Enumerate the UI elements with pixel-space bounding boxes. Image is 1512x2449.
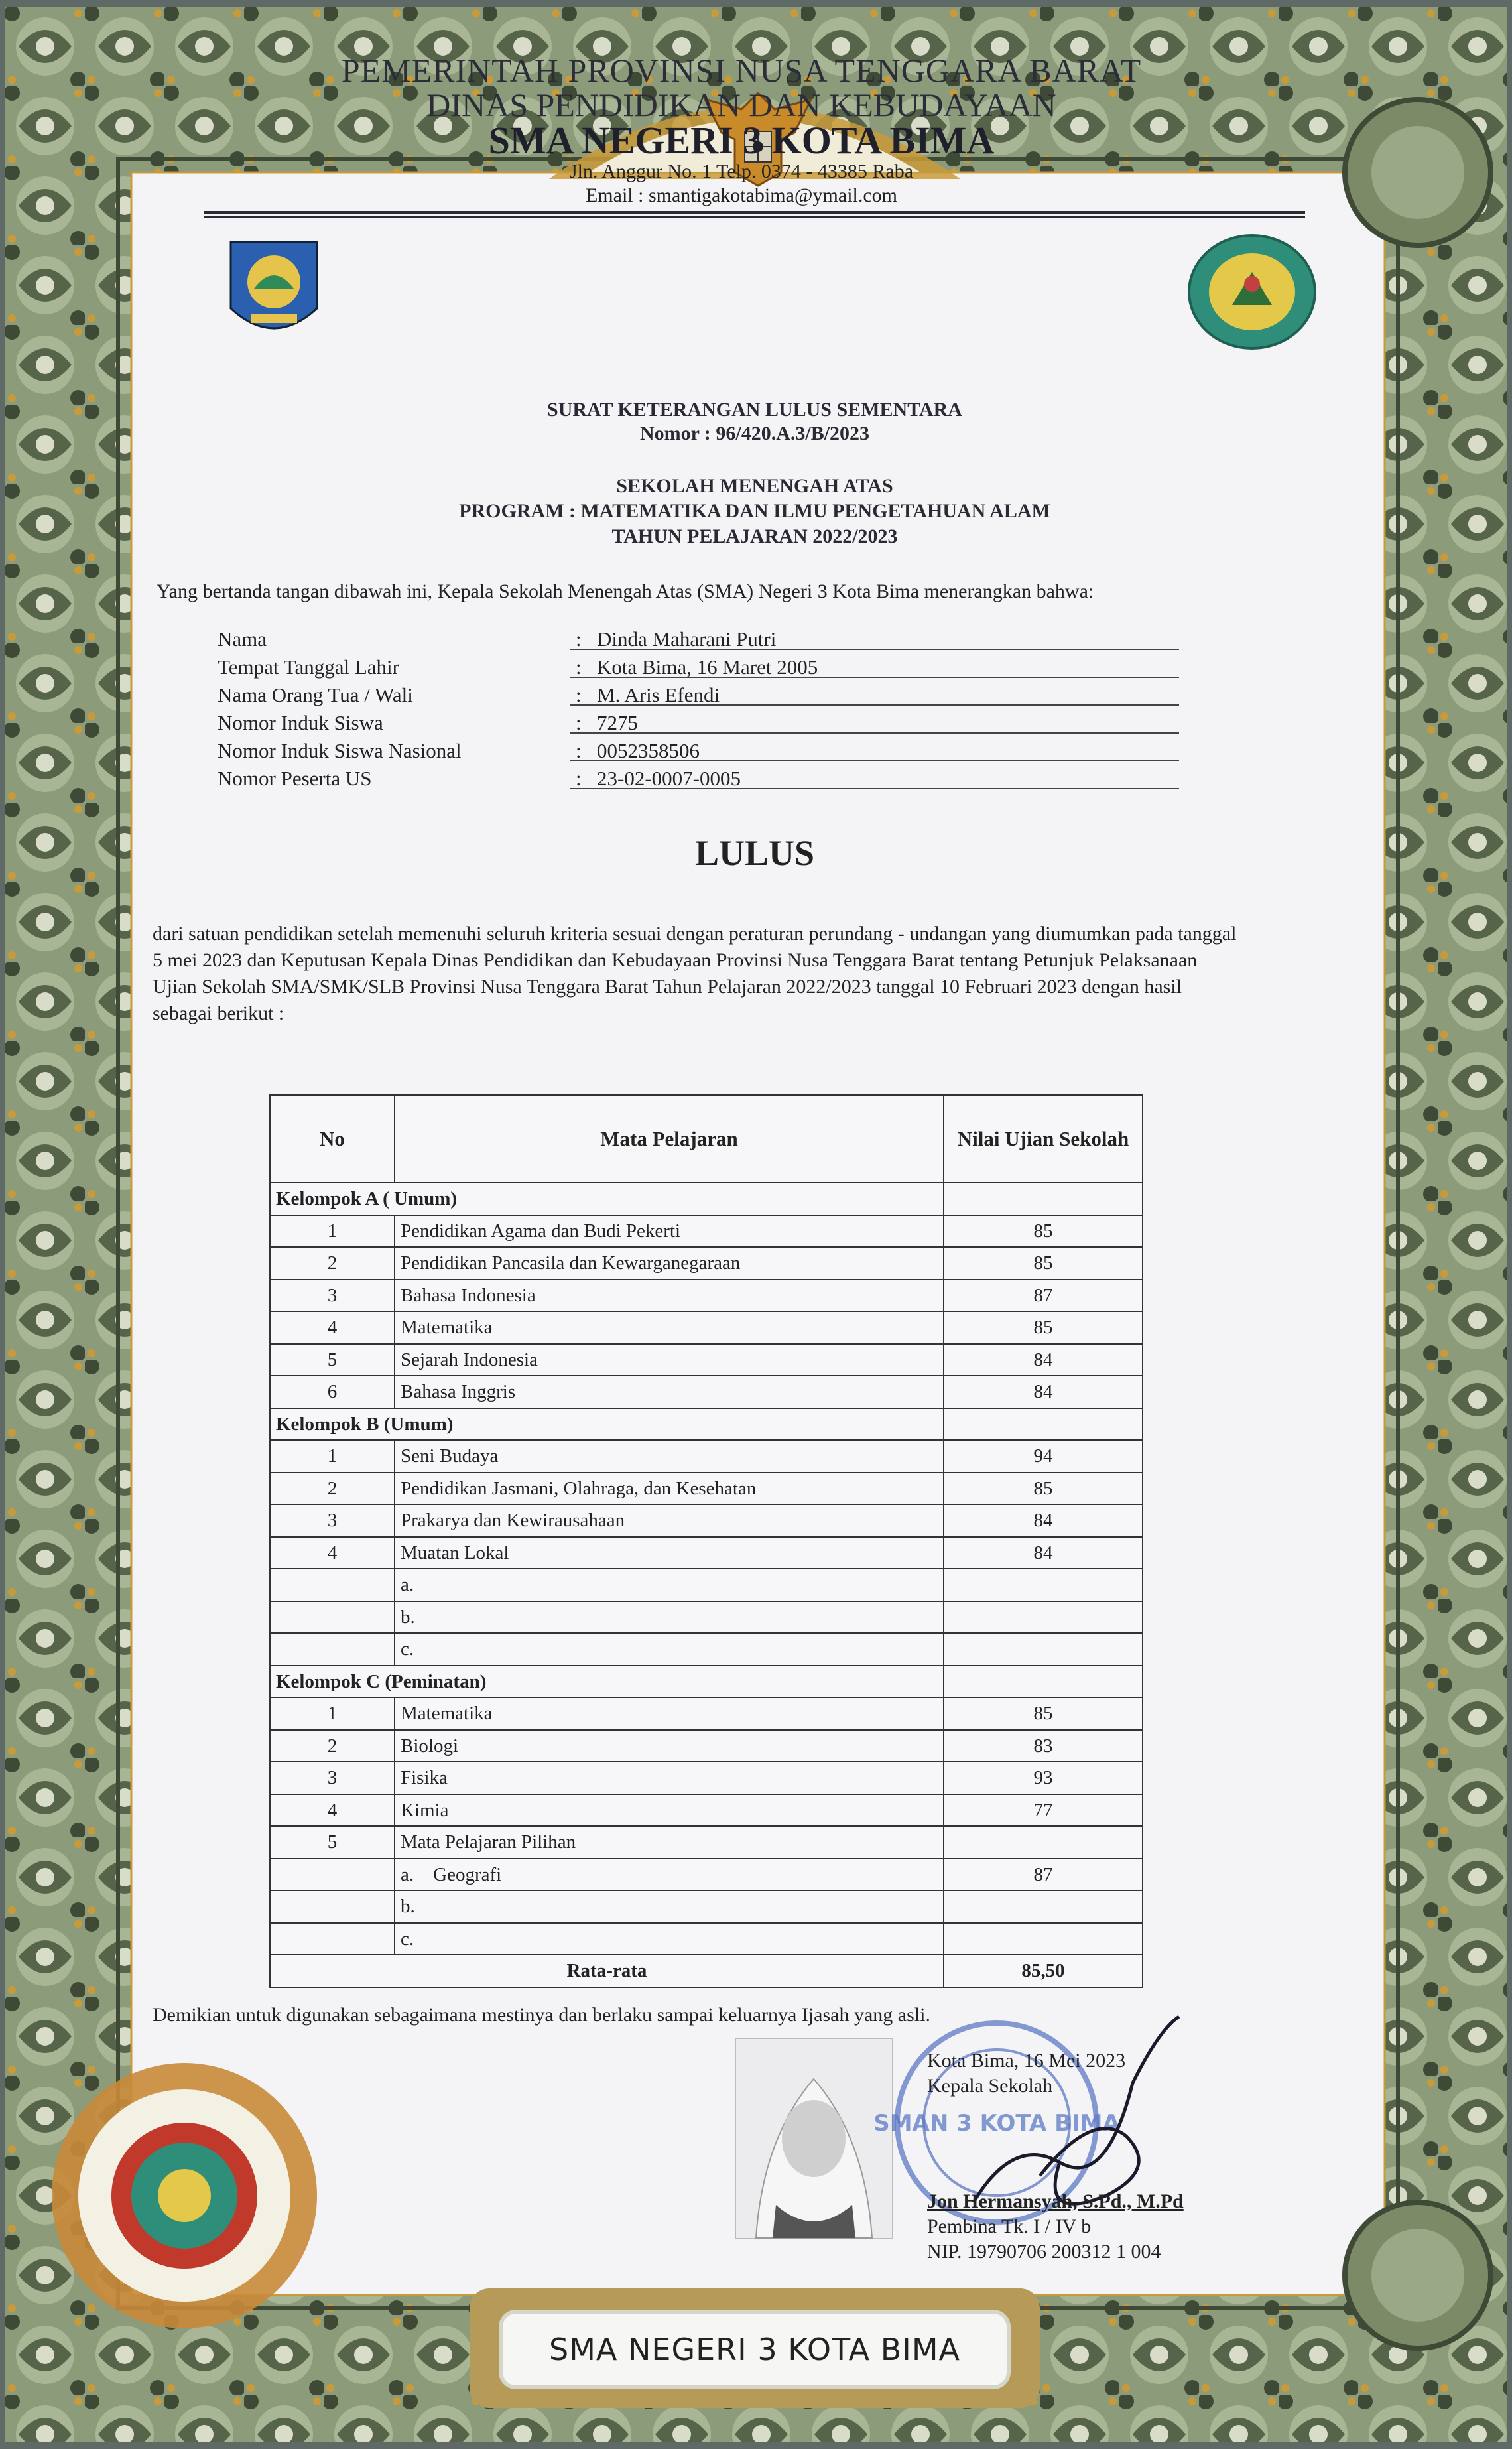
academic-year: TAHUN PELAJARAN 2022/2023 [611,525,898,547]
identity-value: 0052358506 [597,739,700,762]
certificate-sheet [5,7,1507,2442]
graduation-result: LULUS [694,833,815,873]
identity-label: Nama [218,628,267,651]
table-row: 2 Pendidikan Pancasila dan Kewarganegaraan 85 [270,1247,1143,1280]
identity-row: Nama Orang Tua / Wali : M. Aris Efendi [218,679,1179,707]
identity-value: 7275 [597,711,638,734]
table-row: 2 Biologi 83 [270,1730,1143,1762]
school-emblem-icon [1186,232,1318,352]
department-seal-icon [45,2056,324,2335]
table-row: 6 Bahasa Inggris 84 [270,1376,1143,1408]
grades-table [269,1094,1143,1988]
header-department: DINAS PENDIDIKAN DAN KEBUDAYAAN [426,86,1056,123]
average-row [270,1955,1143,1987]
table-row: b. [270,1890,1143,1923]
header-email: Email : smantigakotabima@ymail.com [585,184,898,206]
statement-text: dari satuan pendidikan setelah memenuhi seluruh kriteria sesuai dengan peraturan perundang - undangan yang diumumkan pada tanggal 5 mei 2023 dan Keputusan Kepala Dinas Pendidikan dan Kebudayaan Provinsi Nusa Tenggara Barat tentang Petunjuk Pelaksanaan Ujian Sekolah SMA/SMK/SLB Provinsi Nusa Tenggara Barat Tahun Pelajaran 2022/2023 tanggal 10 Februari 2023 dengan hasil sebagai berikut : [153,923,1237,1024]
identity-row: Nama : Dinda Maharani Putri [218,624,1179,651]
table-row: c. [270,1633,1143,1666]
col-header-no: No [270,1095,395,1183]
intro-text: Yang bertanda tangan dibawah ini, Kepala Sekolah Menengah Atas (SMA) Negeri 3 Kota Bima menerangkan bahwa: [157,580,1094,602]
sign-place-date: Kota Bima, 16 Mei 2023 [927,2050,1126,2072]
group-row: Kelompok C (Peminatan) [270,1666,1143,1698]
sign-nip: NIP. 19790706 200312 1 004 [927,2241,1161,2263]
table-row: a. [270,1569,1143,1601]
school-level: SEKOLAH MENENGAH ATAS [616,475,893,497]
group-row: Kelompok A ( Umum) [270,1183,1143,1215]
table-row: 1 Seni Budaya 94 [270,1440,1143,1473]
identity-value: M. Aris Efendi [597,683,720,706]
table-row: 3 Bahasa Indonesia 87 [270,1280,1143,1312]
ntb-province-emblem-icon [224,235,324,348]
sign-rank: Pembina Tk. I / IV b [927,2216,1092,2237]
identity-value: Kota Bima, 16 Maret 2005 [597,655,818,679]
identity-value: 23-02-0007-0005 [597,767,741,790]
table-row: c. [270,1923,1143,1955]
table-row: 3 Prakarya dan Kewirausahaan 84 [270,1504,1143,1537]
average-value: 85,50 [944,1955,1143,1987]
table-header-row [270,1095,1143,1183]
footer-school-name: SMA NEGERI 3 KOTA BIMA [503,2314,1007,2385]
table-row: 1 Pendidikan Agama dan Budi Pekerti 85 [270,1215,1143,1248]
certificate-title: SURAT KETERANGAN LULUS SEMENTARA [547,399,962,421]
header-divider-thin [204,216,1305,218]
sign-position: Kepala Sekolah [927,2075,1053,2097]
identity-value: Dinda Maharani Putri [597,628,777,651]
table-row: 4 Kimia 77 [270,1794,1143,1827]
identity-row: Nomor Induk Siswa Nasional : 0052358506 [218,735,1179,763]
average-label: Rata-rata [270,1955,944,1987]
identity-row: Nomor Induk Siswa : 7275 [218,707,1179,735]
sign-name: Jon Hermansyah, S.Pd., M.Pd [927,2190,1184,2212]
table-row: 4 Muatan Lokal 84 [270,1537,1143,1569]
identity-label: Nomor Induk Siswa Nasional [218,739,462,762]
col-header-score: Nilai Ujian Sekolah [944,1095,1143,1183]
student-photo [735,2038,893,2239]
certificate-number: Nomor : 96/420.A.3/B/2023 [639,423,870,444]
table-row: 5 Sejarah Indonesia 84 [270,1344,1143,1376]
study-program: PROGRAM : MATEMATIKA DAN ILMU PENGETAHUAN ALAM [459,500,1050,522]
header-divider [204,211,1305,214]
col-header-subject: Mata Pelajaran [395,1095,944,1183]
table-row: 4 Matematika 85 [270,1311,1143,1344]
table-row: 2 Pendidikan Jasmani, Olahraga, dan Kesehatan 85 [270,1473,1143,1505]
closing-text: Demikian untuk digunakan sebagaimana mestinya dan berlaku sampai keluarnya Ijasah yang asli. [153,2004,930,2026]
header-address: Jln. Anggur No. 1 Telp. 0374 - 43385 Raba [569,161,914,182]
header-school-name: SMA NEGERI 3 KOTA BIMA [488,119,995,162]
identity-label: Tempat Tanggal Lahir [218,655,399,679]
table-row: b. [270,1601,1143,1634]
identity-label: Nomor Induk Siswa [218,711,383,734]
student-identity [218,624,1179,791]
table-row: 5 Mata Pelajaran Pilihan [270,1826,1143,1859]
table-row: 3 Fisika 93 [270,1762,1143,1794]
svg-text:SMAN 3 KOTA BIMA: SMAN 3 KOTA BIMA [873,2110,1120,2137]
table-row: 1 Matematika 85 [270,1697,1143,1730]
identity-row: Tempat Tanggal Lahir : Kota Bima, 16 Maret 2005 [218,651,1179,679]
table-row: a. Geografi 87 [270,1859,1143,1891]
identity-label: Nomor Peserta US [218,767,372,790]
identity-label: Nama Orang Tua / Wali [218,683,413,706]
identity-row: Nomor Peserta US : 23-02-0007-0005 [218,763,1179,791]
header-government: PEMERINTAH PROVINSI NUSA TENGGARA BARAT [341,52,1142,89]
group-row: Kelompok B (Umum) [270,1408,1143,1441]
